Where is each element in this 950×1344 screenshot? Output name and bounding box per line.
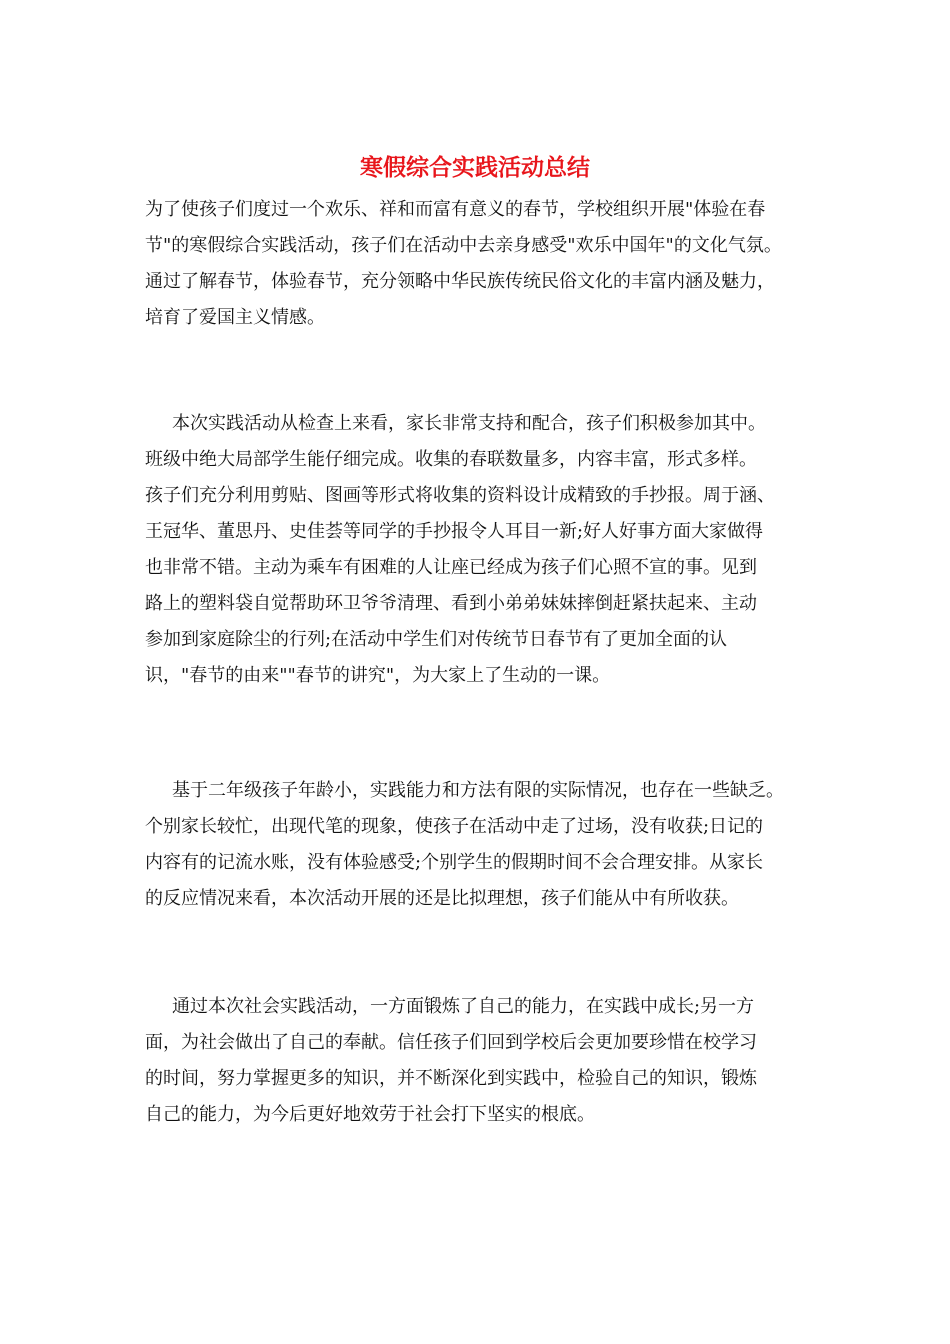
document-title: 寒假综合实践活动总结	[360, 154, 590, 181]
paragraph-line: 路上的塑料袋自觉帮助环卫爷爷清理、看到小弟弟妹妹摔倒赶紧扶起来、主动	[145, 593, 757, 614]
paragraph-line: 孩子们充分利用剪贴、图画等形式将收集的资料设计成精致的手抄报。周于涵、	[145, 485, 775, 506]
paragraph-line: 王冠华、董思丹、史佳荟等同学的手抄报令人耳目一新;好人好事方面大家做得	[145, 521, 764, 542]
paragraph-line: 自己的能力，为今后更好地效劳于社会打下坚实的根底。	[145, 1104, 595, 1125]
paragraph-line: 也非常不错。主动为乘车有困难的人让座已经成为孩子们心照不宣的事。见到	[145, 557, 757, 578]
paragraph-line: 班级中绝大局部学生能仔细完成。收集的春联数量多，内容丰富，形式多样。	[145, 449, 757, 470]
paragraph-line: 的反应情况来看，本次活动开展的还是比拟理想，孩子们能从中有所收获。	[145, 888, 739, 909]
paragraph-line: 识，"春节的由来""春节的讲究"，为大家上了生动的一课。	[145, 665, 611, 686]
paragraph-line: 参加到家庭除尘的行列;在活动中学生们对传统节日春节有了更加全面的认	[145, 629, 728, 650]
paragraph-line: 通过本次社会实践活动，一方面锻炼了自己的能力，在实践中成长;另一方	[172, 996, 755, 1017]
paragraph-line: 面，为社会做出了自己的奉献。信任孩子们回到学校后会更加要珍惜在校学习	[145, 1032, 757, 1053]
paragraph-line: 个别家长较忙，出现代笔的现象，使孩子在活动中走了过场，没有收获;日记的	[145, 816, 764, 837]
paragraph-line: 基于二年级孩子年龄小，实践能力和方法有限的实际情况，也存在一些缺乏。	[172, 780, 784, 801]
paragraph-line: 节"的寒假综合实践活动，孩子们在活动中去亲身感受"欢乐中国年"的文化气氛。	[145, 235, 782, 256]
paragraph-line: 本次实践活动从检查上来看，家长非常支持和配合，孩子们积极参加其中。	[172, 413, 766, 434]
paragraph-line: 的时间，努力掌握更多的知识，并不断深化到实践中，检验自己的知识，锻炼	[145, 1068, 757, 1089]
paragraph-line: 为了使孩子们度过一个欢乐、祥和而富有意义的春节，学校组织开展"体验在春	[145, 199, 766, 220]
paragraph-line: 培育了爱国主义情感。	[145, 307, 325, 328]
paragraph-line: 通过了解春节，体验春节，充分领略中华民族传统民俗文化的丰富内涵及魅力，	[145, 271, 775, 292]
paragraph-line: 内容有的记流水账，没有体验感受;个别学生的假期时间不会合理安排。从家长	[145, 852, 764, 873]
